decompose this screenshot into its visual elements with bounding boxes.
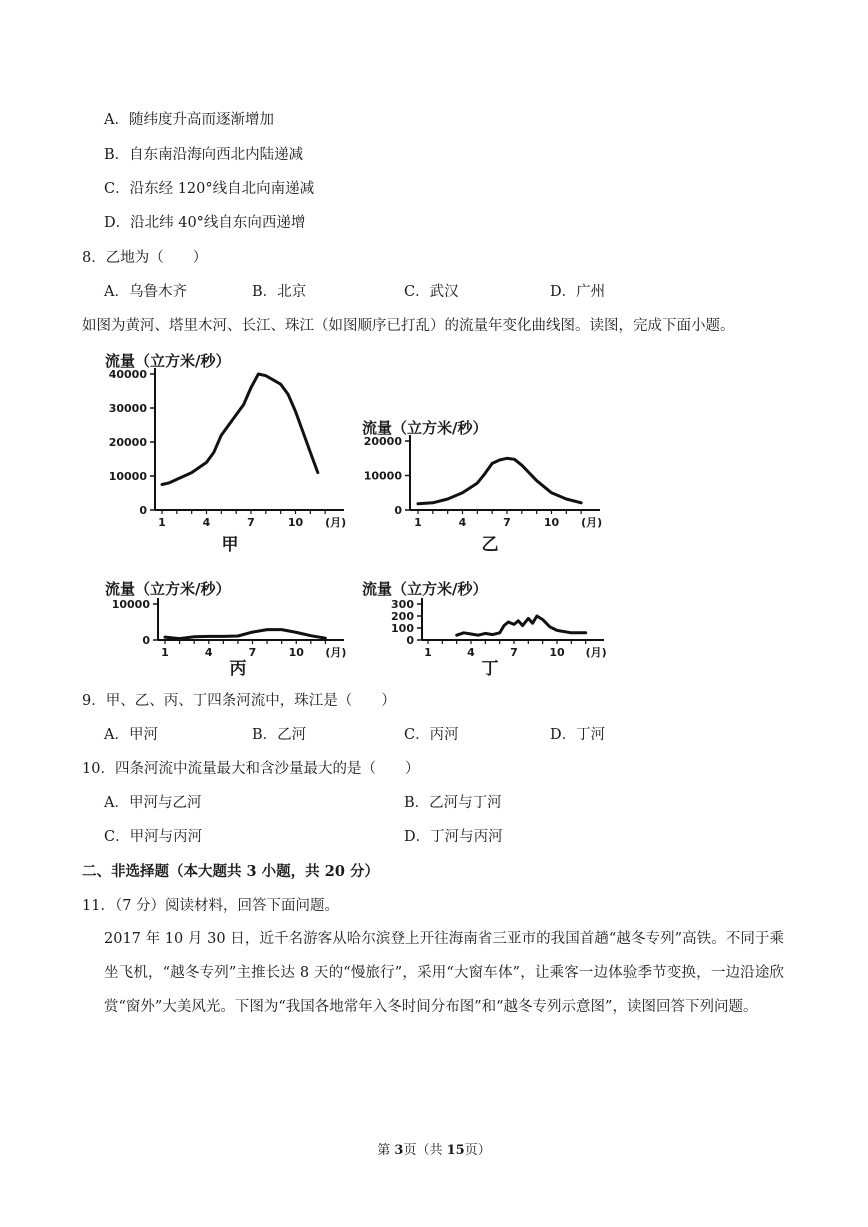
page-total: 15 (446, 1143, 465, 1158)
chart-ding (362, 580, 607, 679)
x-tick-label: 10 (543, 516, 560, 529)
x-tick-label: 7 (503, 516, 511, 529)
chart-yi (362, 419, 602, 555)
river-flow-charts (0, 340, 868, 680)
q9-option-b: B．乙河 (252, 727, 307, 743)
panel-label: 丙 (229, 659, 247, 679)
y-tick-label: 0 (142, 634, 150, 647)
y-tick-label: 0 (406, 634, 414, 647)
q7-option-d: D．沿北纬 40°线自东向西递增 (104, 215, 306, 231)
y-tick-label: 0 (139, 504, 147, 517)
x-axis-label: (月) (325, 516, 347, 529)
y-axis-label: 流量（立方米/秒） (362, 419, 488, 437)
q7-option-b: B．自东南沿海向西北内陆递减 (104, 147, 304, 163)
y-tick-label: 30000 (108, 402, 147, 415)
q8-option-b: B．北京 (252, 284, 307, 300)
x-tick-label: 1 (158, 516, 166, 529)
q9-stem: 9．甲、乙、丙、丁四条河流中，珠江是（ ） (82, 693, 396, 709)
chart-jia (105, 352, 346, 555)
chart-bing (105, 580, 346, 679)
q9-option-a: A．甲河 (104, 727, 158, 743)
q7-option-c: C．沿东经 120°线自北向南递减 (104, 181, 315, 197)
x-tick-label: 7 (510, 646, 518, 659)
footer-suffix: 页） (464, 1143, 491, 1158)
q10-option-b: B．乙河与丁河 (404, 795, 502, 811)
y-tick-label: 40000 (108, 368, 147, 381)
q8-option-c: C．武汉 (404, 284, 459, 300)
y-tick-label: 100 (391, 622, 414, 635)
x-tick-label: 1 (414, 516, 422, 529)
q8-stem: 8．乙地为（ ） (82, 250, 208, 266)
y-axis-label: 流量（立方米/秒） (105, 352, 231, 370)
q10-option-a: A．甲河与乙河 (104, 795, 202, 811)
page-footer (0, 1139, 868, 1158)
q10-option-d: D．丁河与丙河 (404, 829, 503, 845)
y-tick-label: 10000 (363, 469, 402, 483)
chart-intro: 如图为黄河、塔里木河、长江、珠江（如图顺序已打乱）的流量年变化曲线图。读图，完成下面小题。 (82, 318, 735, 334)
x-tick-label: 7 (247, 516, 255, 529)
q10-stem: 10．四条河流中流量最大和含沙量最大的是（ ） (82, 761, 420, 777)
x-tick-label: 4 (458, 516, 467, 529)
x-tick-label: 10 (549, 646, 565, 659)
footer-middle: 页（共 (403, 1143, 447, 1158)
footer-prefix: 第 (377, 1143, 395, 1158)
flow-line (457, 616, 586, 635)
panel-label: 乙 (481, 535, 499, 555)
y-tick-label: 10000 (111, 598, 150, 611)
x-tick-label: 4 (204, 646, 213, 659)
flow-line (418, 458, 581, 504)
x-axis-label: (月) (581, 516, 603, 529)
x-tick-label: 10 (287, 516, 304, 529)
q9-option-d: D．丁河 (550, 727, 606, 743)
q10-option-c: C．甲河与丙河 (104, 829, 203, 845)
y-tick-label: 200 (391, 610, 414, 623)
q11-stem: 11．（7 分）阅读材料，回答下面问题。 (82, 898, 340, 914)
y-tick-label: 20000 (108, 436, 147, 449)
flow-line (165, 630, 325, 639)
x-tick-label: 4 (467, 646, 475, 659)
q7-option-a: A．随纬度升高而逐渐增加 (104, 112, 274, 128)
section-heading: 二、非选择题（本大题共 3 小题，共 20 分） (82, 863, 379, 880)
x-tick-label: 7 (248, 646, 257, 659)
flow-line (162, 374, 318, 485)
q8-option-d: D．广州 (550, 284, 606, 300)
y-tick-label: 10000 (108, 470, 147, 483)
x-tick-label: 1 (161, 646, 169, 659)
x-axis-label: (月) (325, 646, 347, 659)
panel-label: 丁 (481, 659, 499, 679)
y-axis-label: 流量（立方米/秒） (105, 580, 231, 598)
y-tick-label: 20000 (363, 435, 402, 448)
y-tick-label: 300 (391, 598, 414, 611)
q8-option-a: A．乌鲁木齐 (104, 284, 187, 300)
page-number: 3 (394, 1143, 404, 1158)
y-tick-label: 0 (394, 504, 402, 517)
x-axis-label: (月) (585, 646, 607, 659)
q11-material: 2017 年 10 月 30 日，近千名游客从哈尔滨登上开往海南省三亚市的我国首趟“越冬专列”高铁。不同于乘坐飞机，“越冬专列”主推长达 8 天的“慢旅行”，采用“大窗车体”，让乘客一边体验季节变换，一边沿途欣赏“窗外”大美风光。下图为“我国各地常年入冬时间分布图”和“越冬专列示意图”，读图回答下列问题。 (104, 931, 784, 1015)
q9-option-c: C．丙河 (404, 727, 459, 743)
x-tick-label: 1 (424, 646, 432, 659)
x-tick-label: 10 (288, 646, 304, 659)
x-tick-label: 4 (202, 516, 211, 529)
y-axis-label: 流量（立方米/秒） (362, 580, 488, 598)
panel-label: 甲 (221, 535, 239, 555)
